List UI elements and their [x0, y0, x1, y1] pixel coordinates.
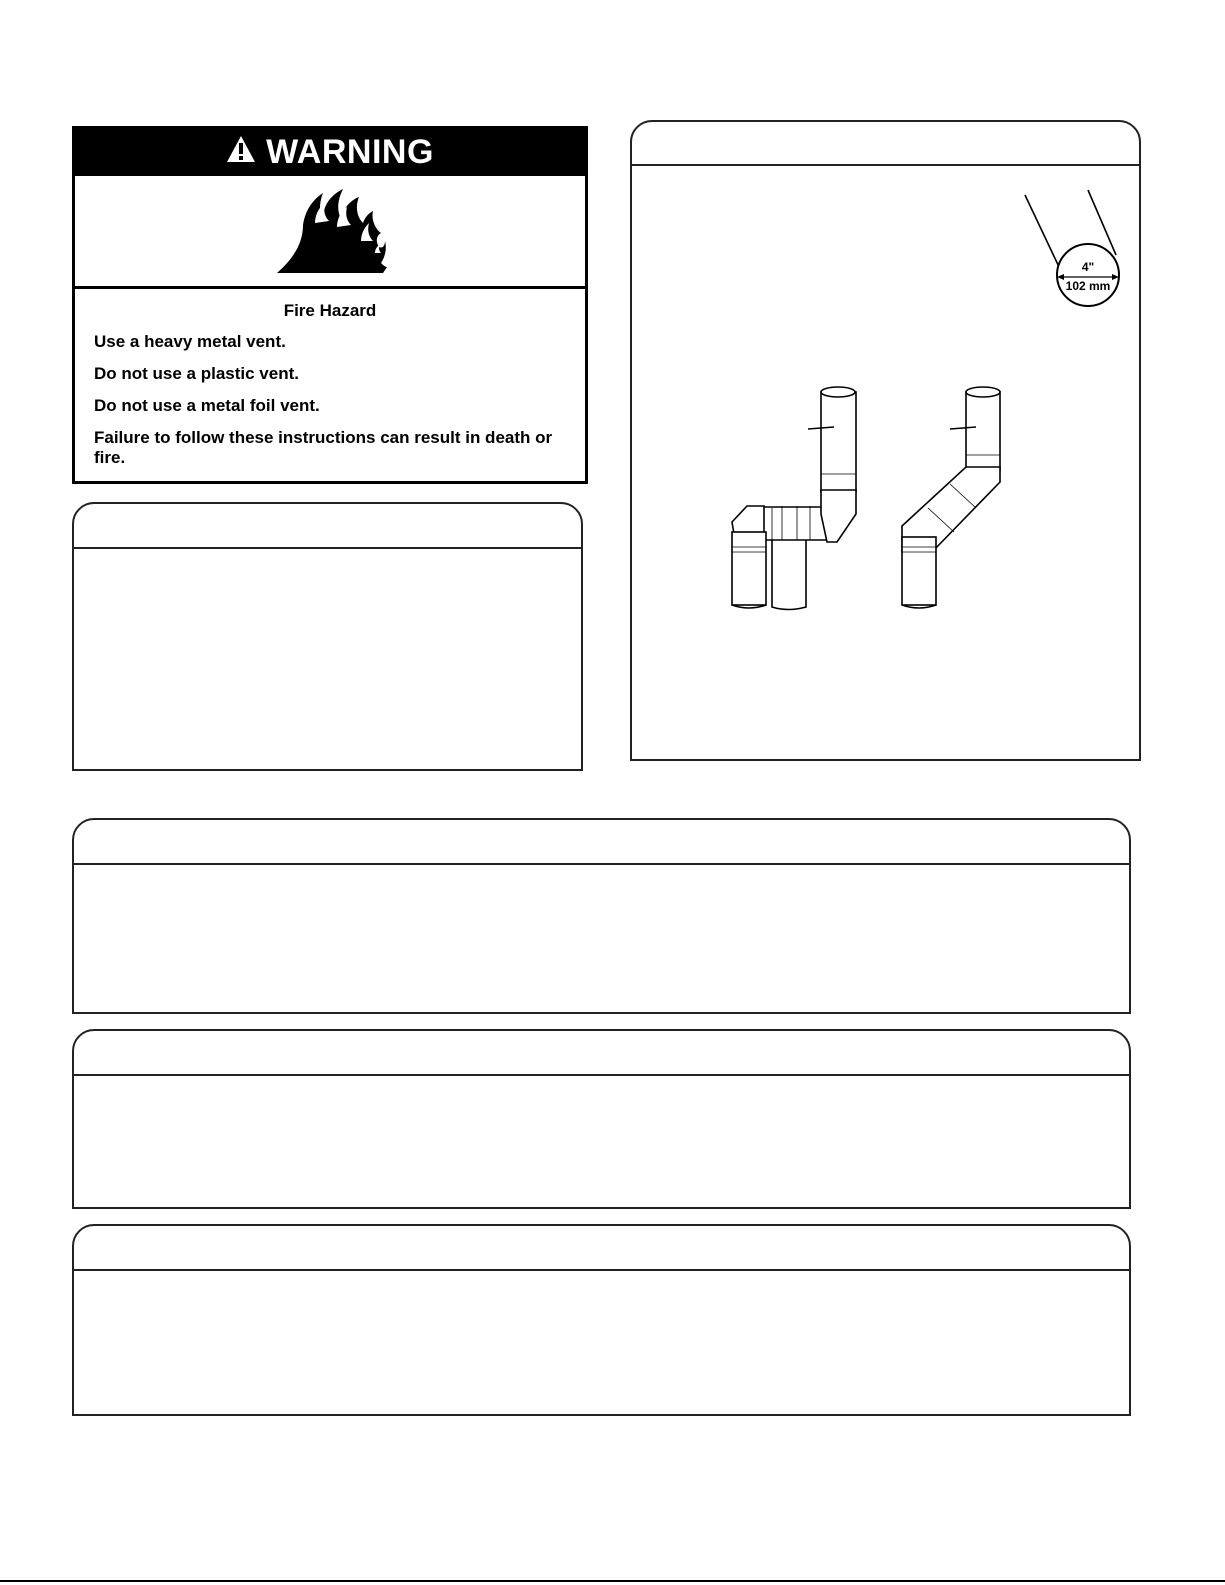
panel-header-rule: [74, 547, 581, 549]
warning-triangle-icon: [226, 133, 256, 172]
blank-panel: [72, 1224, 1131, 1416]
warning-box: [72, 126, 588, 484]
vent-diagram-panel: [630, 120, 1141, 761]
hazard-lines: [94, 332, 565, 480]
warning-title: WARNING: [266, 133, 434, 171]
fire-icon: [275, 187, 390, 280]
diameter-metric-label: 102 mm: [1065, 279, 1111, 293]
panel-header-rule: [74, 1074, 1129, 1076]
diameter-imperial-label: 4": [1081, 260, 1095, 274]
blank-panel: [72, 502, 583, 771]
hazard-line: Do not use a metal foil vent.: [94, 396, 320, 415]
hazard-line: Failure to follow these instructions can result in death or fire.: [94, 428, 553, 467]
vent-diagram: [632, 122, 1139, 759]
panel-header-rule: [74, 1269, 1129, 1271]
panel-header-rule: [74, 863, 1129, 865]
page-bottom-rule: [0, 1580, 1225, 1582]
hazard-line: Do not use a plastic vent.: [94, 364, 299, 383]
elbow-vent-left: [728, 368, 856, 610]
warning-divider: [75, 286, 585, 289]
hazard-title: Fire Hazard: [283, 301, 377, 320]
warning-header: [75, 129, 585, 176]
vent-diameter-figure: [1025, 190, 1119, 306]
hazard-line: Use a heavy metal vent.: [94, 332, 286, 351]
blank-panel: [72, 818, 1131, 1014]
blank-panel: [72, 1029, 1131, 1209]
angled-vent-right: [902, 387, 1000, 608]
